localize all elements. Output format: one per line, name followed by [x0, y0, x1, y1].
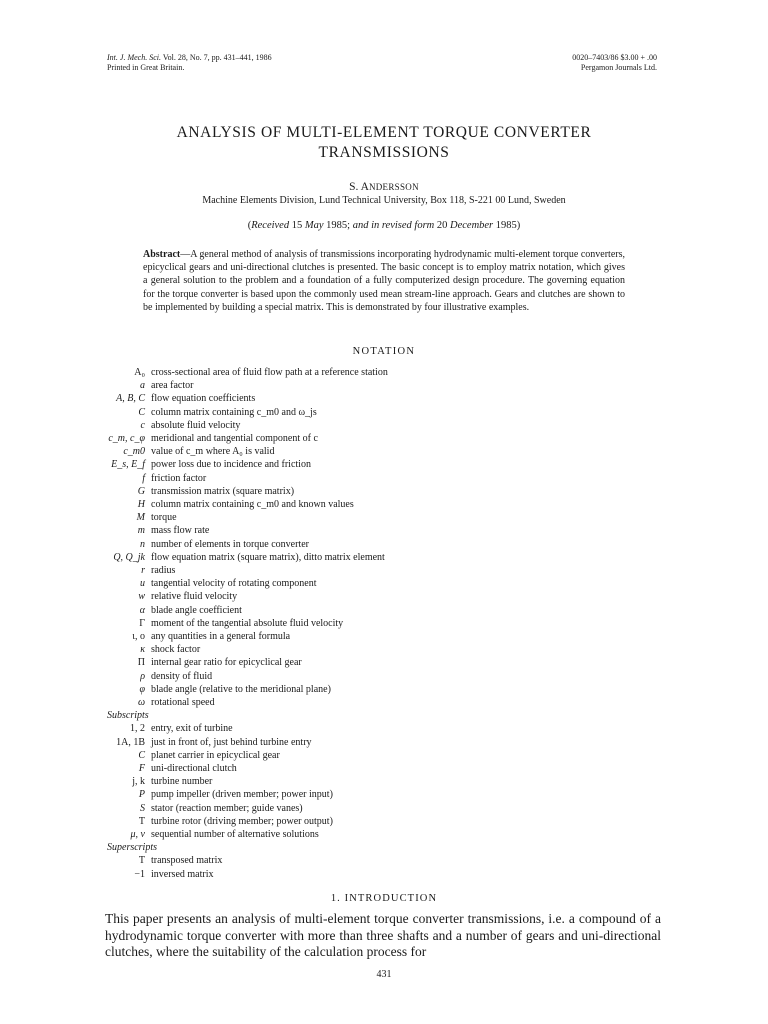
notation-description: column matrix containing c_m0 and ω_js: [151, 406, 317, 418]
subscripts-description: uni-directional clutch: [151, 763, 237, 774]
notation-row: [0, 697, 768, 710]
notation-symbol: E_s, E_f: [111, 459, 145, 471]
superscripts-row: [0, 855, 768, 868]
revised-day: 20: [434, 220, 450, 231]
notation-row: [0, 486, 768, 499]
subscripts-symbol: μ, ν: [130, 829, 145, 840]
running-header-left: [107, 53, 272, 72]
subscripts-symbol: 1, 2: [130, 723, 145, 735]
received-label: Received: [251, 220, 290, 231]
notation-row: [0, 367, 768, 380]
subscripts-symbol: T: [138, 815, 145, 827]
notation-description: friction factor: [151, 472, 207, 484]
subscripts-description: entry, exit of turbine: [151, 723, 233, 735]
notation-row: [0, 605, 768, 618]
notation-row: [0, 671, 768, 684]
notation-symbol: ι, ο: [132, 631, 145, 642]
received-year: 1985;: [323, 220, 353, 231]
notation-symbol: C: [138, 406, 145, 418]
notation-row: [0, 459, 768, 472]
notation-description: power loss due to incidence and friction: [151, 459, 311, 471]
notation-description: rotational speed: [151, 697, 215, 708]
notation-row: [0, 380, 768, 393]
notation-symbol: κ: [140, 644, 145, 656]
notation-description: flow equation coefficients: [151, 393, 256, 405]
title-line-2: TRANSMISSIONS: [318, 144, 450, 161]
notation-description: blade angle (relative to the meridional plane): [151, 683, 331, 695]
notation-symbol: Π: [137, 657, 145, 669]
notation-symbol: c: [140, 419, 145, 431]
notation-description: absolute fluid velocity: [151, 419, 241, 431]
subscripts-row: [0, 829, 768, 842]
subscripts-symbol: 1A, 1B: [116, 736, 145, 748]
journal-citation: [107, 53, 272, 63]
notation-row: [0, 499, 768, 512]
introduction-text: This paper presents an analysis of multi-element torque converter transmissions, i.e. a compound of a hydrodynamic torque converter with more than three shafts and a number of gears and uni-directional clutches, where the suitability of the calculation process for: [105, 911, 661, 959]
received-day: 15: [289, 220, 305, 231]
notation-symbol: w: [138, 591, 145, 603]
printed-in: Printed in Great Britain.: [107, 62, 185, 72]
subscripts-description: planet carrier in epicyclical gear: [151, 749, 280, 761]
subscripts-description: sequential number of alternative solutions: [151, 829, 319, 840]
subscripts-symbol: S: [140, 802, 145, 814]
notation-symbol: M: [136, 512, 145, 524]
notation-symbol: φ: [139, 683, 145, 695]
notation-heading: NOTATION: [352, 346, 416, 357]
superscripts-symbol: T: [138, 855, 145, 867]
abstract-label: Abstract: [143, 249, 181, 260]
notation-symbol: c_m, c_φ: [108, 433, 145, 444]
notation-row: [0, 446, 768, 459]
subscripts-row: [0, 816, 768, 829]
notation-row: [0, 565, 768, 578]
subscripts-row: [0, 737, 768, 750]
notation-symbol: G: [137, 485, 145, 497]
notation-description: internal gear ratio for epicyclical gear: [151, 657, 302, 669]
notation-symbol: α: [139, 604, 145, 616]
notation-description: radius: [151, 565, 176, 576]
article-code: 0020–7403/86 $3.00 + .00: [572, 53, 657, 62]
notation-symbol: ρ: [140, 670, 145, 682]
notation-description: column matrix containing c_m0 and known values: [151, 499, 354, 510]
revised-label: and in revised form: [352, 220, 435, 231]
notation-description: flow equation matrix (square matrix), ditto matrix element: [151, 551, 385, 563]
notation-description: torque: [151, 512, 177, 524]
superscripts-row: [0, 869, 768, 882]
notation-row: [0, 512, 768, 525]
subscripts-row: [0, 763, 768, 776]
notation-symbol: ω: [137, 697, 145, 708]
subscripts-symbol: P: [138, 789, 145, 801]
received-open: (: [247, 220, 252, 231]
notation-description: meridional and tangential component of c: [151, 433, 318, 444]
notation-description: number of elements in torque converter: [151, 538, 309, 550]
notation-row: [0, 578, 768, 591]
paper-title: [0, 123, 768, 163]
subscripts-label: Subscripts: [107, 710, 149, 722]
subscripts-description: just in front of, just behind turbine entry: [151, 736, 312, 748]
citation-details: Vol. 28, No. 7, pp. 431–441, 1986: [162, 53, 272, 62]
journal-name: Int. J. Mech. Sci.: [107, 53, 161, 62]
page-number: 431: [376, 969, 392, 980]
notation-description: shock factor: [151, 644, 201, 656]
notation-symbol: H: [137, 499, 145, 510]
notation-symbol: Q, Q_jk: [113, 551, 145, 563]
notation-description: area factor: [151, 380, 194, 392]
notation-symbol: f: [142, 472, 145, 484]
publisher: Pergamon Journals Ltd.: [580, 62, 657, 72]
notation-description: mass flow rate: [151, 525, 210, 537]
subscripts-row: [0, 803, 768, 816]
received-month: May: [304, 220, 324, 231]
notation-symbol: r: [141, 565, 145, 576]
title-line-1: ANALYSIS OF MULTI-ELEMENT TORQUE CONVERTER: [176, 124, 592, 141]
subscripts-description: turbine number: [151, 776, 213, 788]
notation-description: moment of the tangential absolute fluid velocity: [151, 617, 344, 629]
author-affiliation: Machine Elements Division, Lund Technical University, Box 118, S-221 00 Lund, Sweden: [202, 195, 566, 206]
subscripts-row: [0, 750, 768, 763]
abstract: [143, 248, 625, 314]
notation-row: [0, 539, 768, 552]
notation-description: transmission matrix (square matrix): [151, 485, 295, 497]
notation-description: density of fluid: [151, 670, 213, 682]
notation-description: relative fluid velocity: [151, 591, 238, 603]
notation-symbol: Γ: [139, 617, 145, 629]
notation-row: [0, 433, 768, 446]
subscripts-symbol: C: [138, 749, 145, 761]
notation-row: [0, 552, 768, 565]
subscripts-row: [0, 776, 768, 789]
notation-description: value of c_m where A₀ is valid: [151, 446, 275, 458]
superscripts-symbol: −1: [134, 868, 145, 880]
revised-year: 1985): [493, 220, 521, 231]
subscripts-row: [0, 789, 768, 802]
notation-row: [0, 618, 768, 631]
subscripts-symbol: j, k: [132, 776, 145, 788]
notation-row: [0, 407, 768, 420]
notation-symbol: m: [137, 525, 145, 537]
notation-row: [0, 631, 768, 644]
notation-row: [0, 644, 768, 657]
superscripts-label: Superscripts: [107, 842, 157, 854]
notation-row: [0, 525, 768, 538]
notation-symbol: u: [140, 578, 145, 590]
revised-month: December: [450, 220, 494, 231]
author-initial: S. A: [349, 181, 369, 193]
notation-symbol: c_m0: [123, 446, 145, 458]
author-name: [0, 181, 768, 193]
subscripts-description: turbine rotor (driving member; power output): [151, 815, 333, 827]
notation-description: blade angle coefficient: [151, 604, 242, 616]
notation-symbol: A, B, C: [116, 393, 145, 405]
notation-row: [0, 473, 768, 486]
running-header-right: [572, 53, 657, 72]
notation-row: [0, 393, 768, 406]
notation-description: any quantities in a general formula: [151, 631, 291, 642]
author-surname: NDERSSON: [368, 182, 419, 192]
abstract-text: —A general method of analysis of transmissions incorporating hydrodynamic multi-element torque converters, epicyclical gears and uni-directional clutches is presented. The basic concept is to employ matrix notation, which gives a general solution to the problem and a foundation of a fully computerized design procedure. The governing equation for the torque converter is based upon the commonly used mean stream-line approach. Gears and clutches are shown to be implemented by building a special matrix. This is demonstrated by four illustrative examples.: [143, 249, 625, 313]
notation-row: [0, 591, 768, 604]
subscripts-symbol: F: [138, 763, 145, 774]
superscripts-description: transposed matrix: [151, 855, 223, 867]
notation-symbol: n: [140, 538, 145, 550]
introduction-heading: 1. INTRODUCTION: [330, 893, 438, 904]
notation-row: [0, 684, 768, 697]
subscripts-row: [0, 723, 768, 736]
notation-symbol: a: [140, 380, 145, 392]
subscripts-description: pump impeller (driven member; power input): [151, 789, 333, 801]
notation-row: [0, 420, 768, 433]
subscripts-description: stator (reaction member; guide vanes): [151, 802, 303, 814]
superscripts-description: inversed matrix: [151, 868, 214, 880]
notation-row: [0, 657, 768, 670]
notation-description: cross-sectional area of fluid flow path at a reference station: [151, 367, 388, 378]
received-dates: [0, 220, 768, 231]
notation-description: tangential velocity of rotating component: [151, 578, 317, 590]
notation-symbol: A₀: [134, 367, 145, 378]
